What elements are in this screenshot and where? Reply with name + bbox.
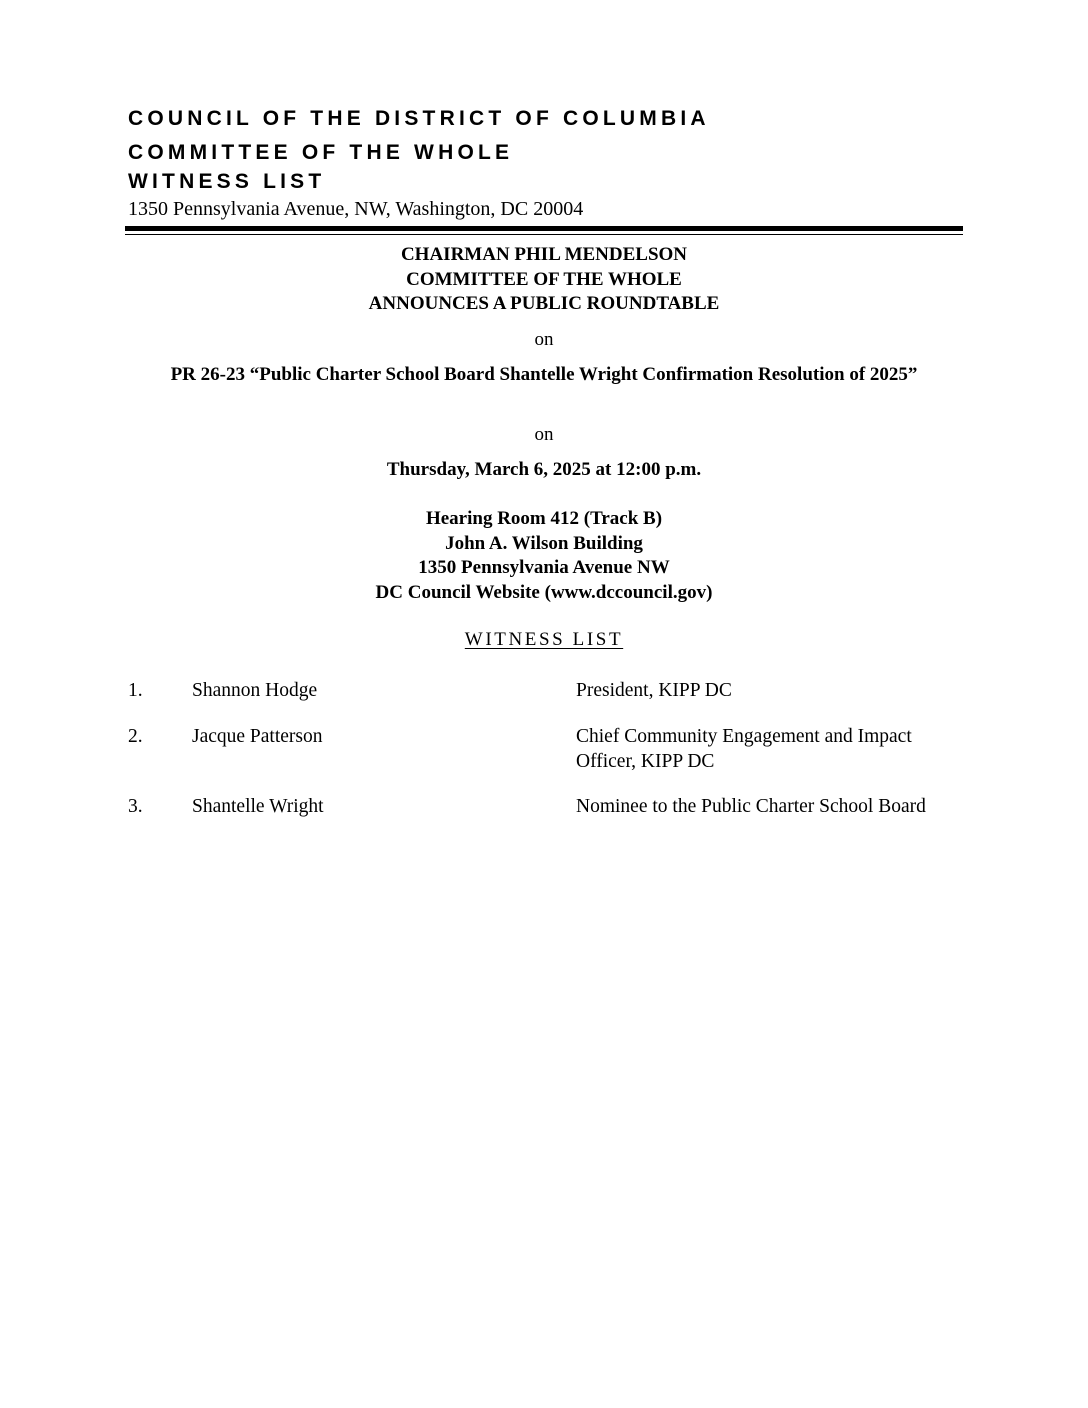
- header-divider-thick: [125, 226, 963, 231]
- header-divider-thin: [125, 234, 963, 235]
- committee-line: COMMITTEE OF THE WHOLE: [406, 268, 682, 290]
- witness-title: President, KIPP DC: [576, 680, 732, 701]
- hearing-location: [128, 507, 960, 605]
- witness-number: 2.: [128, 726, 143, 747]
- hearing-room: Hearing Room 412 (Track B): [425, 508, 663, 529]
- document-type: WITNESS LIST: [128, 170, 326, 193]
- letterhead-address: 1350 Pennsylvania Avenue, NW, Washington, DC 20004: [128, 198, 584, 220]
- on-connector-2: on: [534, 424, 554, 445]
- witness-number: 3.: [128, 796, 143, 817]
- witness-title: Nominee to the Public Charter School Board: [576, 796, 926, 817]
- measure-title: PR 26-23 “Public Charter School Board Shantelle Wright Confirmation Resolution of 2025”: [170, 364, 918, 385]
- organization-name: COUNCIL OF THE DISTRICT OF COLUMBIA: [128, 107, 710, 130]
- chairman-line: CHAIRMAN PHIL MENDELSON: [400, 244, 688, 265]
- letterhead: [128, 104, 964, 222]
- announcement-header: [128, 243, 960, 317]
- on-connector-1: on: [534, 329, 554, 350]
- committee-name: COMMITTEE OF THE WHOLE: [128, 141, 514, 164]
- hearing-building: John A. Wilson Building: [445, 532, 643, 554]
- witness-title: Chief Community Engagement and Impact Officer, KIPP DC: [576, 726, 912, 772]
- hearing-datetime: Thursday, March 6, 2025 at 12:00 p.m.: [386, 459, 702, 480]
- witness-number: 1.: [128, 680, 143, 701]
- hearing-website: DC Council Website (www.dccouncil.gov): [375, 581, 713, 603]
- roundtable-line: ANNOUNCES A PUBLIC ROUNDTABLE: [368, 293, 720, 314]
- witness-name: Shannon Hodge: [192, 680, 318, 701]
- witness-list-heading: [0, 629, 1088, 651]
- witness-list-heading-text: WITNESS LIST: [464, 629, 624, 650]
- witness-name: Jacque Patterson: [192, 726, 323, 747]
- hearing-street: 1350 Pennsylvania Avenue NW: [418, 557, 670, 578]
- witness-name: Shantelle Wright: [192, 796, 324, 817]
